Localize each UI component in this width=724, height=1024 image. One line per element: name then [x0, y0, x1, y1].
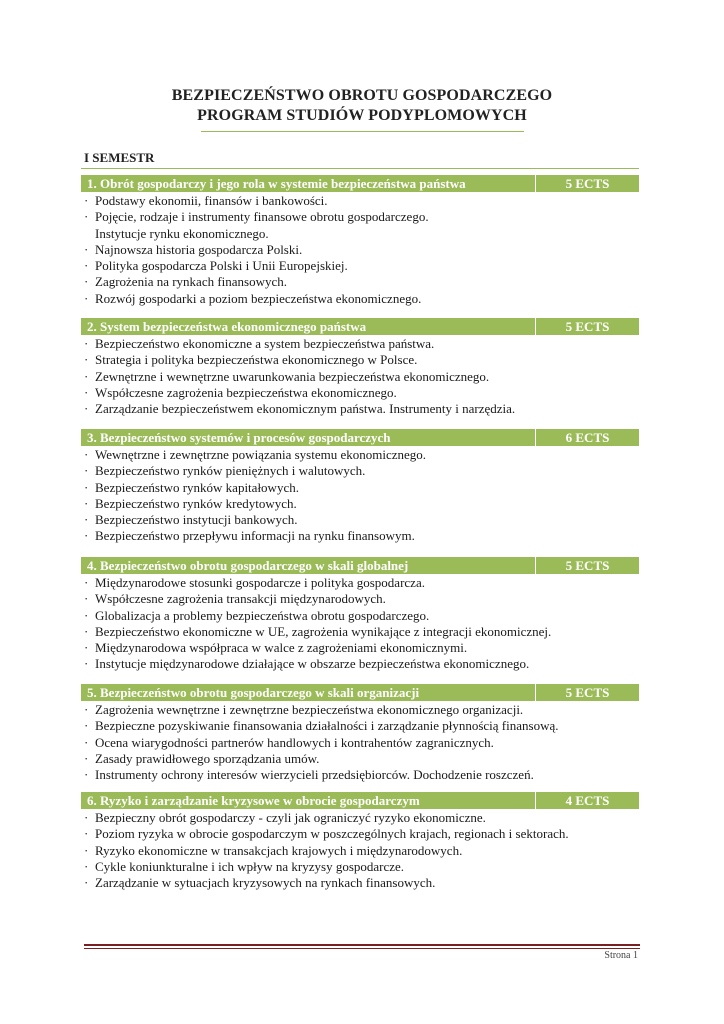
topic-text: Instrumenty ochrony interesów wierzycieli przedsiębiorców. Dochodzenie roszczeń.	[95, 767, 534, 783]
topic-text: Bezpieczeństwo ekonomiczne a system bezpieczeństwa państwa.	[95, 336, 435, 351]
bullet-icon: ·	[84, 607, 89, 623]
list-item	[81, 242, 639, 258]
module-ects: 5 ECTS	[565, 176, 610, 191]
module-header	[81, 557, 639, 574]
topic-text: Zasady prawidłowego sporządzania umów.	[95, 750, 320, 766]
list-item	[81, 608, 639, 624]
topic-text: Wewnętrzne i zewnętrzne powiązania systemu ekonomicznego.	[95, 447, 427, 462]
document-title-line1: BEZPIECZEŃSTWO OBROTU GOSPODARCZEGO	[171, 87, 553, 104]
module-topic-list	[81, 701, 639, 783]
module-5	[81, 684, 639, 783]
module-header	[81, 429, 639, 446]
bullet-icon: ·	[84, 826, 89, 842]
module-title: 4. Bezpieczeństwo obrotu gospodarczego w skali globalnej	[87, 558, 409, 573]
list-item	[81, 624, 639, 640]
list-item	[81, 751, 639, 767]
bullet-icon: ·	[84, 767, 89, 783]
bullet-icon: ·	[84, 702, 89, 717]
module-ects: 5 ECTS	[565, 685, 610, 700]
bullet-icon: ·	[84, 258, 89, 274]
topic-text: Instytucje rynku ekonomicznego.	[95, 225, 269, 241]
page-number: Strona 1	[604, 950, 638, 961]
list-item	[81, 702, 639, 718]
topic-text: Globalizacja a problemy bezpieczeństwa obrotu gospodarczego.	[95, 607, 430, 623]
bullet-icon: ·	[84, 640, 89, 656]
list-item	[81, 591, 639, 607]
module-topic-list	[81, 335, 639, 417]
list-item	[81, 258, 639, 274]
list-item	[81, 767, 639, 783]
topic-text: Zarządzanie w sytuacjach kryzysowych na rynkach finansowych.	[95, 875, 436, 891]
bullet-icon: ·	[84, 858, 89, 874]
module-ects: 5 ECTS	[565, 319, 610, 334]
topic-text: Zarządzanie bezpieczeństwem ekonomicznym państwa. Instrumenty i narzędzia.	[95, 401, 516, 417]
semester-divider	[81, 168, 639, 169]
topic-text: Zagrożenia na rynkach finansowych.	[95, 274, 288, 290]
document-title-line2: PROGRAM STUDIÓW PODYPLOMOWYCH	[197, 107, 527, 124]
module-title: 3. Bezpieczeństwo systemów i procesów gospodarczych	[87, 430, 391, 445]
topic-text: Podstawy ekonomii, finansów i bankowości.	[95, 193, 328, 208]
topic-text: Bezpieczeństwo rynków kredytowych.	[95, 495, 297, 511]
module-4	[81, 557, 639, 673]
bullet-icon: ·	[84, 241, 89, 257]
topic-text: Bezpieczeństwo rynków pieniężnych i walutowych.	[95, 463, 366, 479]
list-item	[81, 810, 639, 826]
topic-text: Rozwój gospodarki a poziom bezpieczeństwa ekonomicznego.	[95, 290, 422, 306]
module-6	[81, 792, 639, 891]
bullet-icon: ·	[84, 512, 89, 528]
bullet-icon: ·	[84, 734, 89, 750]
title-underline	[201, 131, 524, 132]
module-topic-list	[81, 574, 639, 673]
topic-text: Pojęcie, rodzaje i instrumenty finansowe obrotu gospodarczego.	[95, 209, 429, 225]
list-item-continuation	[81, 226, 639, 242]
module-ects: 5 ECTS	[565, 558, 610, 573]
bullet-icon: ·	[84, 718, 89, 734]
list-item	[81, 718, 639, 734]
topic-text: Ocena wiarygodności partnerów handlowych i kontrahentów zagranicznych.	[95, 734, 494, 750]
bullet-icon: ·	[84, 750, 89, 766]
topic-text: Bezpieczeństwo rynków kapitałowych.	[95, 479, 299, 495]
semester-heading: I SEMESTR	[84, 150, 155, 165]
module-topic-list	[81, 809, 639, 891]
bullet-icon: ·	[84, 193, 89, 208]
list-item	[81, 875, 639, 891]
list-item	[81, 480, 639, 496]
module-ects: 4 ECTS	[565, 793, 610, 808]
list-item	[81, 656, 639, 672]
topic-text: Najnowsza historia gospodarcza Polski.	[95, 241, 303, 257]
module-header	[81, 318, 639, 335]
list-item	[81, 274, 639, 290]
bullet-icon: ·	[84, 575, 89, 590]
bullet-icon: ·	[84, 623, 89, 639]
list-item	[81, 369, 639, 385]
module-header	[81, 792, 639, 809]
bullet-icon: ·	[84, 274, 89, 290]
module-title: 6. Ryzyko i zarządzanie kryzysowe w obrocie gospodarczym	[87, 793, 420, 808]
footer-divider	[84, 944, 640, 946]
bullet-icon: ·	[84, 384, 89, 400]
topic-text: Bezpieczeństwo instytucji bankowych.	[95, 512, 298, 528]
module-header	[81, 684, 639, 701]
bullet-icon: ·	[84, 209, 89, 225]
module-topic-list	[81, 192, 639, 307]
bullet-icon: ·	[84, 479, 89, 495]
topic-text: Bezpieczeństwo przepływu informacji na rynku finansowym.	[95, 528, 415, 544]
bullet-icon: ·	[84, 401, 89, 417]
topic-text: Cykle koniunkturalne i ich wpływ na kryzysy gospodarcze.	[95, 858, 405, 874]
module-3	[81, 429, 639, 545]
list-item	[81, 640, 639, 656]
list-item	[81, 401, 639, 417]
module-ects: 6 ECTS	[565, 430, 610, 445]
list-item	[81, 447, 639, 463]
list-item	[81, 193, 639, 209]
topic-text: Instytucje międzynarodowe działające w obszarze bezpieczeństwa ekonomicznego.	[95, 656, 530, 672]
list-item	[81, 512, 639, 528]
topic-text: Strategia i polityka bezpieczeństwa ekonomicznego w Polsce.	[95, 352, 418, 368]
topic-text: Bezpieczne pozyskiwanie finansowania działalności i zarządzanie płynnością finansową.	[95, 718, 559, 734]
bullet-icon: ·	[84, 528, 89, 544]
list-item	[81, 575, 639, 591]
bullet-icon: ·	[84, 447, 89, 462]
bullet-icon: ·	[84, 368, 89, 384]
bullet-icon: ·	[84, 810, 89, 825]
footer-divider-thin	[84, 948, 640, 949]
topic-text: Zewnętrzne i wewnętrzne uwarunkowania bezpieczeństwa ekonomicznego.	[95, 368, 490, 384]
bullet-icon: ·	[84, 875, 89, 891]
list-item	[81, 735, 639, 751]
topic-text: Bezpieczeństwo ekonomiczne w UE, zagrożenia wynikające z integracji ekonomicznej.	[95, 623, 552, 639]
list-item	[81, 336, 639, 352]
list-item	[81, 826, 639, 842]
list-item	[81, 385, 639, 401]
topic-text: Polityka gospodarcza Polski i Unii Europejskiej.	[95, 258, 348, 274]
topic-text: Współczesne zagrożenia transakcji międzynarodowych.	[95, 591, 386, 607]
module-header	[81, 175, 639, 192]
bullet-icon: ·	[84, 842, 89, 858]
bullet-icon: ·	[84, 591, 89, 607]
topic-text: Poziom ryzyka w obrocie gospodarczym w poszczególnych krajach, regionach i sektorach.	[95, 826, 569, 842]
bullet-icon: ·	[84, 463, 89, 479]
list-item	[81, 209, 639, 225]
bullet-icon: ·	[84, 656, 89, 672]
topic-text: Współczesne zagrożenia bezpieczeństwa ekonomicznego.	[95, 384, 397, 400]
module-title: 5. Bezpieczeństwo obrotu gospodarczego w skali organizacji	[87, 685, 420, 700]
topic-text: Zagrożenia wewnętrzne i zewnętrzne bezpieczeństwa ekonomicznego organizacji.	[95, 702, 524, 717]
module-1	[81, 175, 639, 307]
topic-text: Międzynarodowa współpraca w walce z zagrożeniami ekonomicznymi.	[95, 640, 468, 656]
list-item	[81, 496, 639, 512]
bullet-icon: ·	[84, 352, 89, 368]
bullet-icon: ·	[84, 336, 89, 351]
module-title: 1. Obrót gospodarczy i jego rola w systemie bezpieczeństwa państwa	[87, 176, 466, 191]
topic-text: Ryzyko ekonomiczne w transakcjach krajowych i międzynarodowych.	[95, 842, 463, 858]
list-item	[81, 352, 639, 368]
bullet-icon: ·	[84, 495, 89, 511]
module-topic-list	[81, 446, 639, 545]
list-item	[81, 291, 639, 307]
topic-text: Bezpieczny obrót gospodarczy - czyli jak ograniczyć ryzyko ekonomiczne.	[95, 810, 486, 825]
list-item	[81, 528, 639, 544]
topic-text: Międzynarodowe stosunki gospodarcze i polityka gospodarcza.	[95, 575, 425, 590]
module-2	[81, 318, 639, 417]
bullet-icon: ·	[84, 290, 89, 306]
list-item	[81, 859, 639, 875]
list-item	[81, 843, 639, 859]
module-title: 2. System bezpieczeństwa ekonomicznego państwa	[87, 319, 367, 334]
list-item	[81, 463, 639, 479]
